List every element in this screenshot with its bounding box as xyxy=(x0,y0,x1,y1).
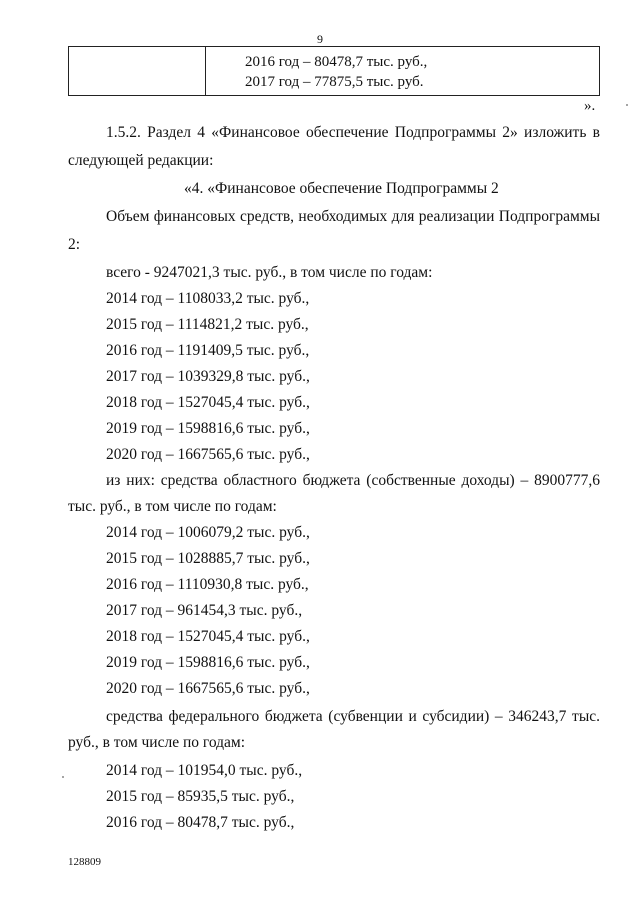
federal-paragraph-line-2: руб., в том числе по годам: xyxy=(68,734,246,751)
regional-year-line: 2020 год – 1667565,6 тыс. руб., xyxy=(106,680,310,697)
regional-year-line: 2016 год – 1110930,8 тыс. руб., xyxy=(106,576,309,593)
scan-speck xyxy=(62,776,64,778)
federal-paragraph-line-1: средства федерального бюджета (субвенции и субсидии) – 346243,7 тыс. xyxy=(106,708,600,725)
total-year-line: 2019 год – 1598816,6 тыс. руб., xyxy=(106,420,310,437)
volume-paragraph-line-2: 2: xyxy=(68,236,81,253)
closing-quote: ». xyxy=(584,98,596,114)
section-heading: «4. «Финансовое обеспечение Подпрограммы 2 xyxy=(184,180,499,197)
intro-paragraph-line-1: 1.5.2. Раздел 4 «Финансовое обеспечение Подпрограммы 2» изложить в xyxy=(106,124,600,141)
federal-year-line: 2014 год – 101954,0 тыс. руб., xyxy=(106,762,303,779)
total-line: всего - 9247021,3 тыс. руб., в том числе по годам: xyxy=(106,264,433,281)
intro-paragraph-line-2: следующей редакции: xyxy=(68,152,214,169)
total-year-line: 2016 год – 1191409,5 тыс. руб., xyxy=(106,342,310,359)
federal-year-line: 2015 год – 85935,5 тыс. руб., xyxy=(106,788,295,805)
regional-year-line: 2019 год – 1598816,6 тыс. руб., xyxy=(106,654,310,671)
total-year-line: 2020 год – 1667565,6 тыс. руб., xyxy=(106,446,310,463)
regional-paragraph-line-1: из них: средства областного бюджета (собственные доходы) – 8900777,6 xyxy=(106,472,600,489)
regional-year-line: 2018 год – 1527045,4 тыс. руб., xyxy=(106,628,310,645)
table-cell-line: 2017 год – 77875,5 тыс. руб. xyxy=(245,74,424,90)
regional-year-line: 2015 год – 1028885,7 тыс. руб., xyxy=(106,550,310,567)
total-year-line: 2014 год – 1108033,2 тыс. руб., xyxy=(106,290,310,307)
scan-speck xyxy=(626,104,628,106)
table-fragment xyxy=(68,46,600,96)
volume-paragraph-line-1: Объем финансовых средств, необходимых для реализации Подпрограммы xyxy=(106,208,600,225)
page-number: 9 xyxy=(317,32,323,46)
federal-year-line: 2016 год – 80478,7 тыс. руб., xyxy=(106,814,295,831)
table-column-divider xyxy=(205,47,206,95)
table-cell-line: 2016 год – 80478,7 тыс. руб., xyxy=(245,54,428,70)
regional-paragraph-line-2: тыс. руб., в том числе по годам: xyxy=(68,498,277,515)
regional-year-line: 2017 год – 961454,3 тыс. руб., xyxy=(106,602,303,619)
total-year-line: 2015 год – 1114821,2 тыс. руб., xyxy=(106,316,309,333)
footer-document-id: 128809 xyxy=(68,856,101,868)
total-year-line: 2017 год – 1039329,8 тыс. руб., xyxy=(106,368,310,385)
total-year-line: 2018 год – 1527045,4 тыс. руб., xyxy=(106,394,310,411)
regional-year-line: 2014 год – 1006079,2 тыс. руб., xyxy=(106,524,310,541)
